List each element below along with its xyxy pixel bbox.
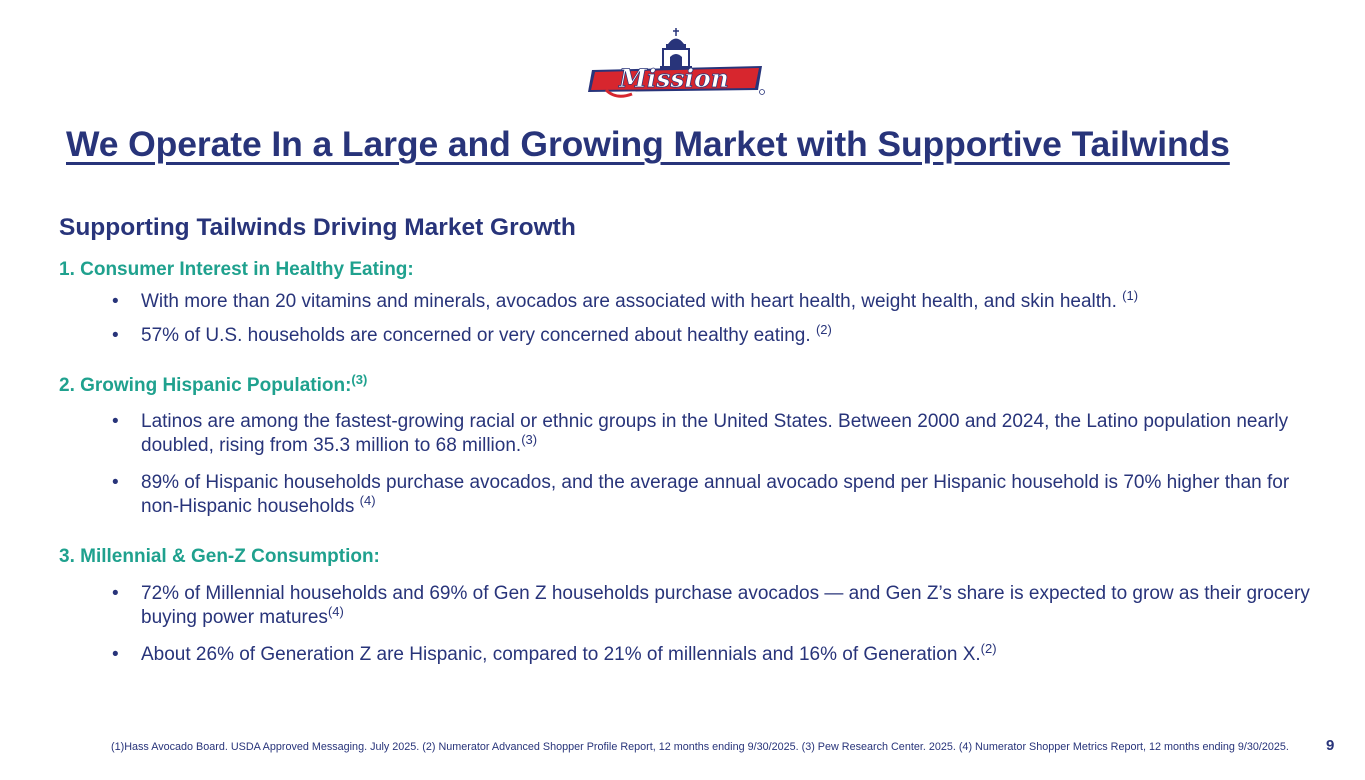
logo-text: Mission [619,64,729,93]
bullet-healthy-eating-concern: • 57% of U.S. households are concerned or very concerned about healthy eating. $^{(2)}$ [112,322,832,346]
bullet-marker: • [112,644,119,665]
page-number: 9 [1326,737,1335,754]
mission-wordmark [588,64,765,96]
bullet-millennial-genz-purchase: • 72% of Millennial households and 69% of Gen Z households purchase avocados — and Gen Z’s share is expected to grow as their grocery buying power matures$^{(4)}$ [112,583,1310,628]
slide-subtitle: Supporting Tailwinds Driving Market Growth [59,214,576,241]
mission-logo [586,26,766,102]
bullet-marker: • [112,472,119,493]
bullet-marker: • [112,583,119,604]
bullet-hispanic-avocado-spend: • 89% of Hispanic households purchase avocados, and the average annual avocado spend per Hispanic household is 70% higher than for non-Hispanic households $^{(4)}$ [112,472,1290,517]
footnote-sources: (1)Hass Avocado Board. USDA Approved Messaging. July 2025. (2) Numerator Advanced Shopper Profile Report, 12 months ending 9/30/2025. (3) Pew Research Center. 2025. (4) Numerator Shopper Metrics Report, 12 months ending 9/30/2025. [111,741,1289,753]
bullet-marker: • [112,325,119,346]
bullet-genz-hispanic-share: • About 26% of Generation Z are Hispanic, compared to 21% of millennials and 16% of Generation X.$^{(2)}$ [112,641,997,665]
bullet-vitamins-minerals: • With more than 20 vitamins and minerals, avocados are associated with heart health, weight health, and skin health. $^{(1)}$ [112,288,1139,312]
section-heading-healthy-eating: 1. Consumer Interest in Healthy Eating: [59,259,414,280]
section-heading-millennial-genz: 3. Millennial & Gen-Z Consumption: [59,546,380,567]
bullet-marker: • [112,291,119,312]
bullet-marker: • [112,411,119,432]
slide-title: We Operate In a Large and Growing Market with Supportive Tailwinds [66,124,1230,164]
bullet-latino-growth: • Latinos are among the fastest-growing racial or ethnic groups in the United States. Between 2000 and 2024, the Latino population nearly doubled, rising from 35.3 million to 68 million.$^{(3)}$ [112,411,1289,456]
section-heading-hispanic-population: 2. Growing Hispanic Population:$^{(3)}$ [59,372,368,396]
